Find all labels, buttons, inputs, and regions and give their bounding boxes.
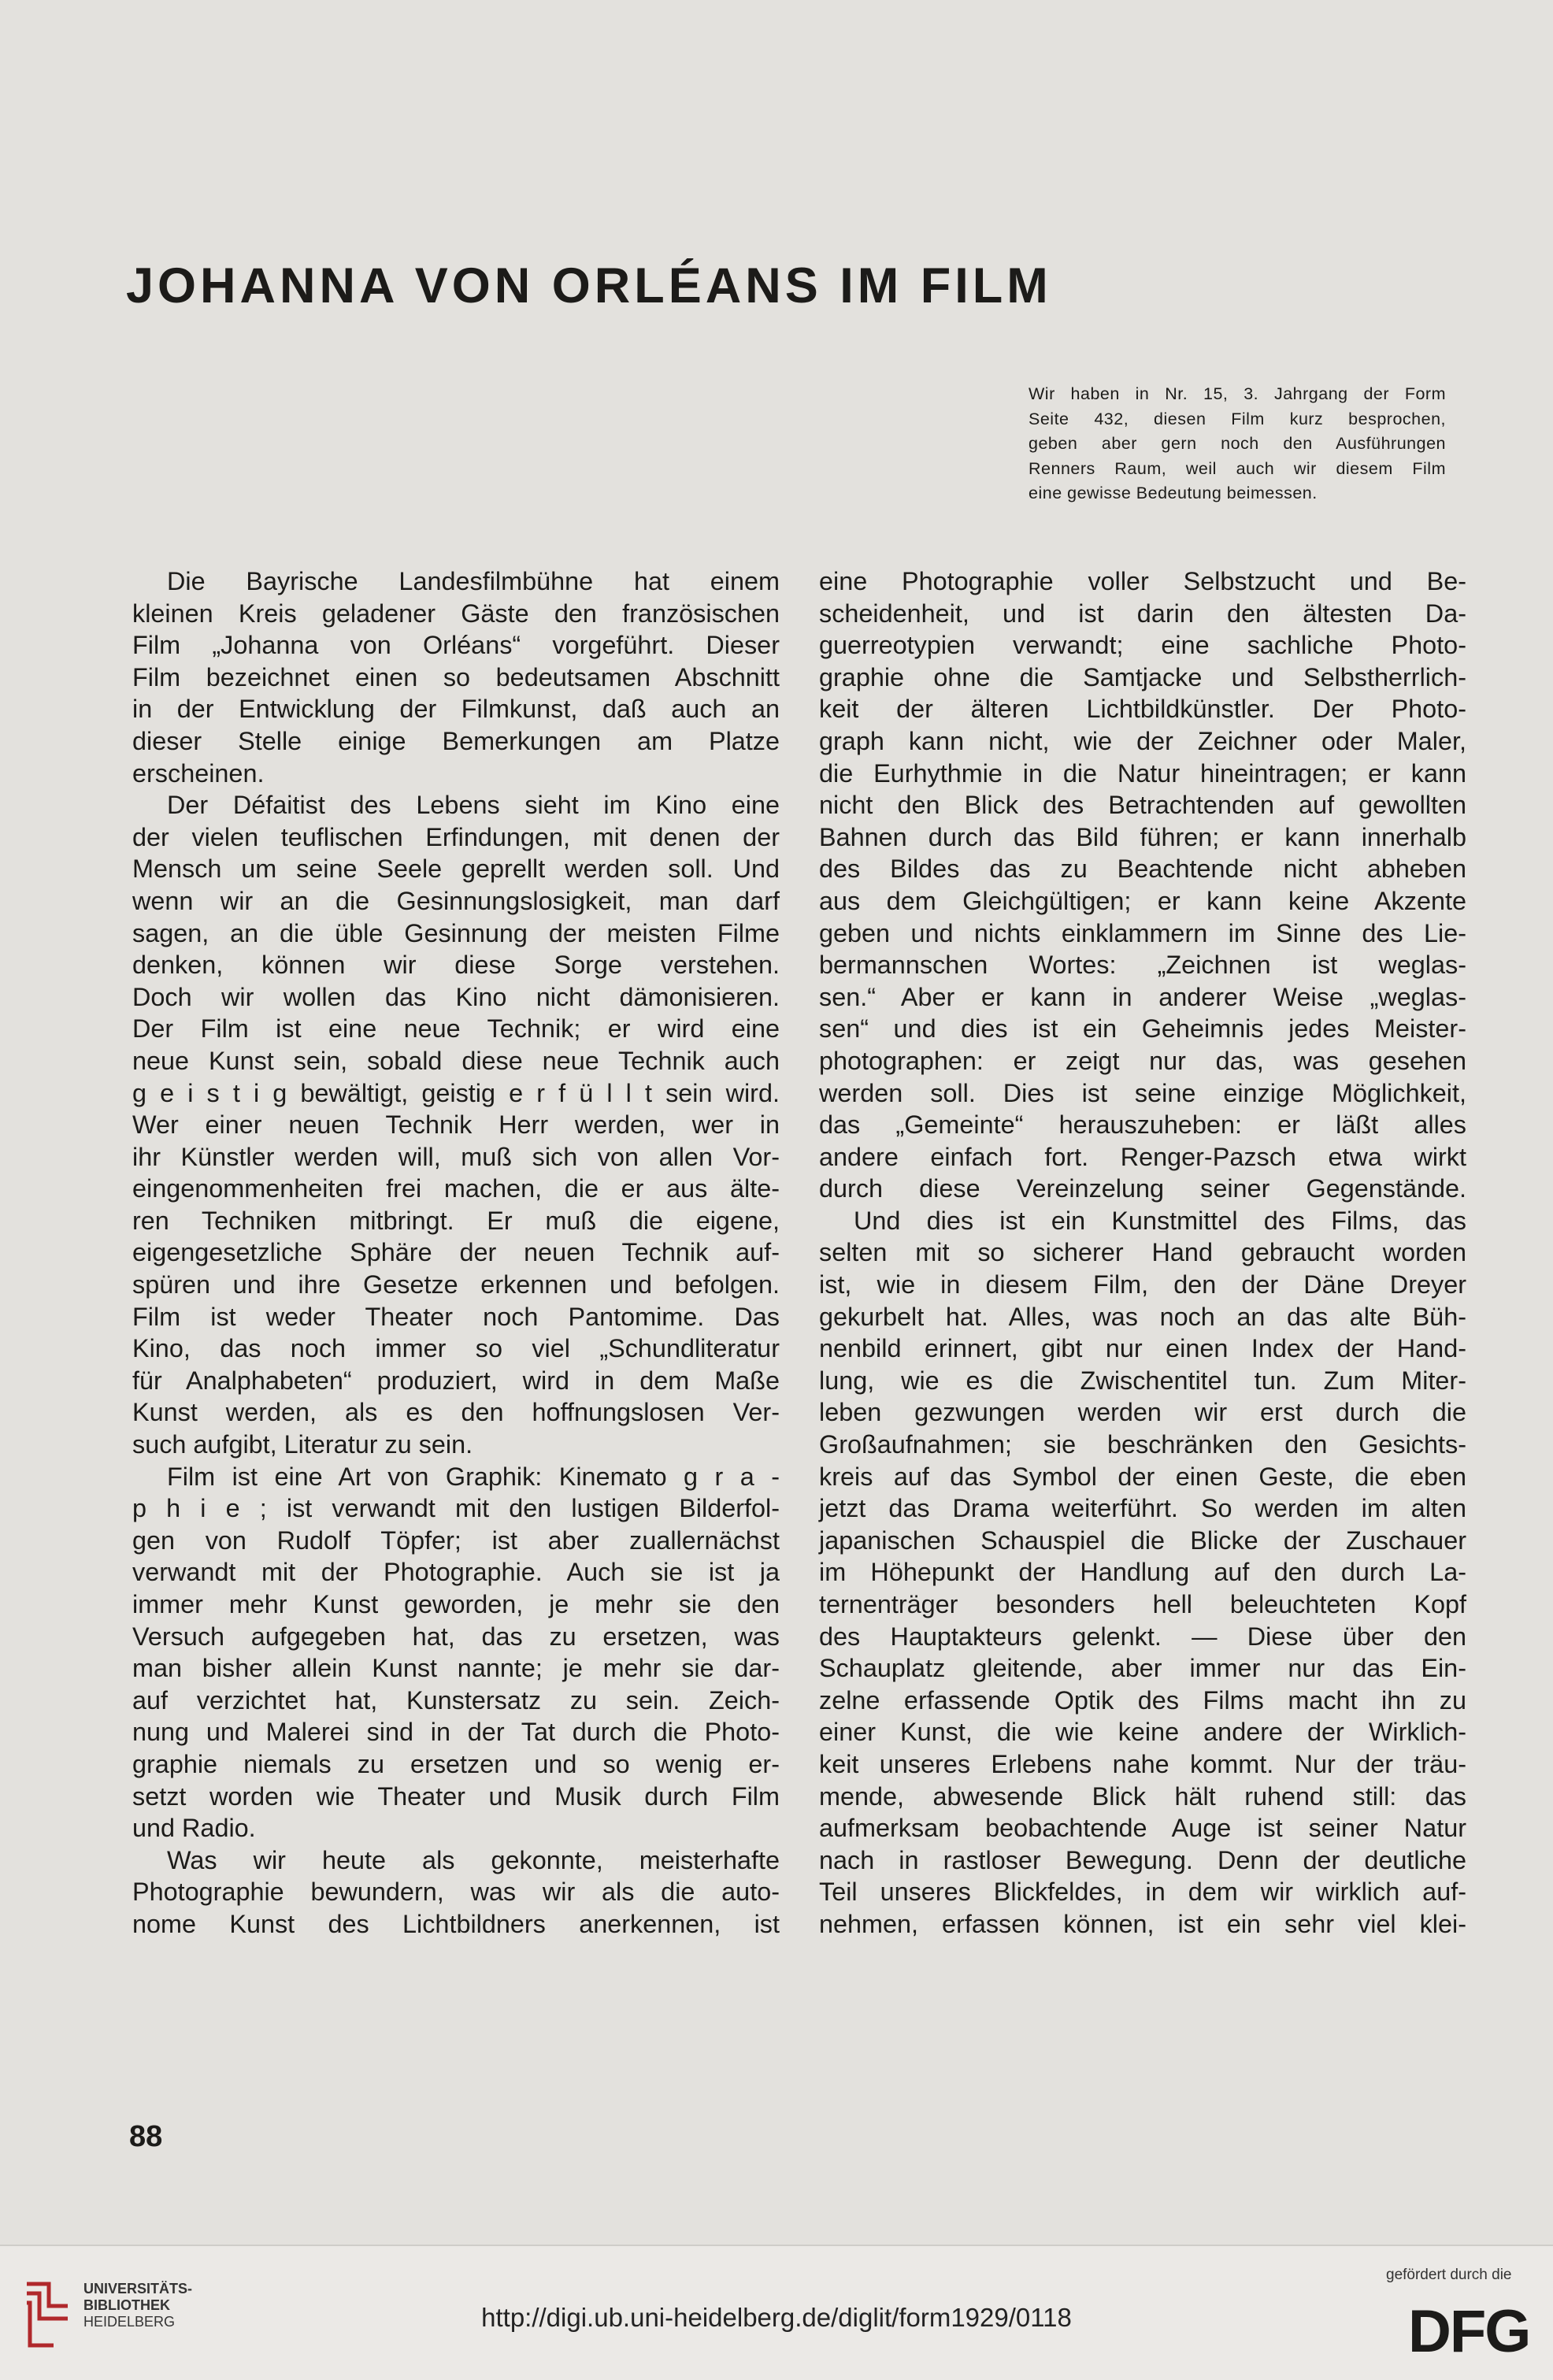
- text-line: aus dem Gleichgültigen; er kann keine Akzente: [819, 886, 1466, 915]
- text-line: ist, wie in diesem Film, den der Däne Dreyer: [819, 1270, 1466, 1299]
- text-line: werden soll. Dies ist seine einzige Möglichkeit,: [819, 1078, 1466, 1107]
- text-line: ihr Künstler werden will, muß sich von allen Vor-: [132, 1142, 780, 1171]
- text-line: keit unseres Erlebens nahe kommt. Nur der träu-: [819, 1749, 1466, 1778]
- editor-note-line: eine gewisse Bedeutung beimessen.: [1029, 484, 1318, 502]
- editor-note-line: Seite 432, diesen Film kurz besprochen,: [1029, 409, 1446, 428]
- text-line: eigengesetzliche Sphäre der neuen Technik auf-: [132, 1238, 780, 1267]
- text-line: nach in rastloser Bewegung. Denn der deutliche: [819, 1845, 1466, 1874]
- text-line: Photographie bewundern, was wir als die auto-: [132, 1878, 780, 1907]
- text-line: selten mit so sicherer Hand gebraucht worden: [819, 1238, 1466, 1267]
- text-line: japanischen Schauspiel die Blicke der Zuschauer: [819, 1525, 1466, 1555]
- text-line: graphie niemals zu ersetzen und so wenig er-: [132, 1749, 780, 1778]
- text-line: des Hauptakteurs gelenkt. — Diese über den: [819, 1622, 1466, 1651]
- text-line: auf verzichtet hat, Kunstersatz zu sein. Zeich-: [132, 1685, 780, 1715]
- text-line: setzt worden wie Theater und Musik durch Film: [132, 1781, 780, 1811]
- text-line: Was wir heute als gekonnte, meisterhafte: [167, 1845, 780, 1874]
- text-line: aufmerksam beobachtende Auge ist seiner Natur: [819, 1814, 1466, 1843]
- text-line: Film ist eine Art von Graphik: Kinemato g r a -: [167, 1462, 780, 1491]
- text-line: nehmen, erfassen können, ist ein sehr viel klei-: [819, 1909, 1466, 1938]
- text-line: ternenträger besonders hell beleuchteten Kopf: [819, 1590, 1466, 1618]
- text-line: jetzt das Drama weiterführt. So werden im alten: [819, 1494, 1466, 1523]
- text-line: andere einfach fort. Renger-Pazsch etwa wirkt: [819, 1142, 1466, 1171]
- text-line: ren Techniken mitbringt. Er muß die eigene,: [132, 1206, 780, 1235]
- editor-note-line: geben aber gern noch den Ausführungen: [1029, 434, 1446, 453]
- text-line: g e i s t i g bewältigt, geistig e r f ü l l t sein wird.: [132, 1078, 780, 1107]
- text-line: das „Gemeinte“ herauszuheben: er läßt alles: [819, 1110, 1466, 1140]
- library-name-line: BIBLIOTHEK: [83, 2297, 170, 2313]
- text-line: kleinen Kreis geladener Gäste den französischen: [132, 599, 780, 628]
- dfg-logo-text: DFG: [1408, 2300, 1530, 2360]
- text-line: gen von Rudolf Töpfer; ist aber zuallernächst: [132, 1525, 780, 1555]
- text-line: mende, abwesende Blick hält ruhend still: das: [819, 1781, 1466, 1811]
- right-column: [819, 565, 1466, 1941]
- text-line: keit der älteren Lichtbildkünstler. Der Photo-: [819, 695, 1466, 724]
- text-line: nung und Malerei sind in der Tat durch die Photo-: [132, 1718, 780, 1747]
- text-line: denken, können wir diese Sorge verstehen.: [132, 951, 780, 980]
- text-line: eine Photographie voller Selbstzucht und Be-: [819, 567, 1466, 595]
- editor-note-line: Wir haben in Nr. 15, 3. Jahrgang der Form: [1029, 384, 1446, 403]
- permalink-url[interactable]: http://digi.ub.uni-heidelberg.de/diglit/form1929/0118: [481, 2303, 1072, 2332]
- text-line: graph kann nicht, wie der Zeichner oder Maler,: [819, 726, 1466, 755]
- text-line: lung, wie es die Zwischentitel tun. Zum Miter-: [819, 1366, 1466, 1395]
- text-line: sen“ und dies ist ein Geheimnis jedes Meister-: [819, 1014, 1466, 1044]
- text-line: Schauplatz gleitende, aber immer nur das Ein-: [819, 1654, 1466, 1683]
- text-line: gekurbelt hat. Alles, was noch an das alte Büh-: [819, 1302, 1466, 1331]
- text-line: dieser Stelle einige Bemerkungen am Platze: [132, 726, 780, 755]
- text-line: spüren und ihre Gesetze erkennen und befolgen.: [132, 1270, 780, 1299]
- text-line: leben gezwungen werden wir erst durch die: [819, 1398, 1466, 1427]
- text-line: immer mehr Kunst geworden, je mehr sie den: [132, 1590, 780, 1618]
- text-line: Und dies ist ein Kunstmittel des Films, das: [854, 1206, 1466, 1235]
- text-line: eingenommenheiten frei machen, die er aus älte-: [132, 1174, 780, 1203]
- text-line: zelne erfassende Optik des Films macht ihn zu: [819, 1685, 1466, 1715]
- text-line: Mensch um seine Seele geprellt werden soll. Und: [132, 855, 780, 884]
- text-line: sen.“ Aber er kann in anderer Weise „weglas-: [819, 982, 1466, 1011]
- library-name-line: UNIVERSITÄTS-: [83, 2281, 193, 2297]
- text-line: neue Kunst sein, sobald diese neue Technik auch: [132, 1046, 780, 1075]
- text-line: Versuch aufgegeben hat, das zu ersetzen, was: [132, 1622, 780, 1651]
- text-line: Die Bayrische Landesfilmbühne hat einem: [167, 567, 780, 595]
- text-line: Der Film ist eine neue Technik; er wird eine: [132, 1014, 780, 1044]
- text-line: scheidenheit, und ist darin den ältesten Da-: [819, 599, 1466, 628]
- editor-note-line: Renners Raum, weil auch wir diesem Film: [1029, 458, 1446, 478]
- page-number: 88: [129, 2120, 163, 2153]
- editor-note: [1029, 382, 1446, 506]
- text-line: Film bezeichnet einen so bedeutsamen Abschnitt: [132, 662, 780, 691]
- text-line: Film ist weder Theater noch Pantomime. Das: [132, 1302, 780, 1331]
- text-line: Großaufnahmen; sie beschränken den Gesichts-: [819, 1430, 1466, 1459]
- text-line: durch diese Vereinzelung seiner Gegenstände.: [819, 1174, 1466, 1203]
- text-line: die Eurhythmie in die Natur hineintragen; er kann: [819, 758, 1466, 788]
- text-line: such aufgibt, Literatur zu sein.: [132, 1430, 473, 1459]
- text-line: verwandt mit der Photographie. Auch sie ist ja: [132, 1558, 780, 1587]
- library-name-line: HEIDELBERG: [83, 2314, 176, 2330]
- text-line: Doch wir wollen das Kino nicht dämonisieren.: [132, 982, 780, 1011]
- text-line: nicht den Blick des Betrachtenden auf gewollten: [819, 791, 1466, 820]
- text-line: p h i e ; ist verwandt mit den lustigen Bilderfol-: [132, 1494, 780, 1523]
- text-line: nome Kunst des Lichtbildners anerkennen, ist: [132, 1909, 780, 1938]
- text-line: erscheinen.: [132, 758, 265, 788]
- text-line: in der Entwicklung der Filmkunst, daß auch an: [132, 695, 780, 724]
- dfg-logo: [1408, 2300, 1534, 2360]
- text-line: photographen: er zeigt nur das, was gesehen: [819, 1046, 1466, 1075]
- text-line: geben und nichts einklammern im Sinne des Lie-: [819, 918, 1466, 947]
- text-line: Film „Johanna von Orléans“ vorgeführt. Dieser: [132, 631, 780, 660]
- text-line: Der Défaitist des Lebens sieht im Kino eine: [167, 791, 780, 820]
- text-line: Wer einer neuen Technik Herr werden, wer in: [132, 1110, 780, 1140]
- text-line: im Höhepunkt der Handlung auf den durch La-: [819, 1558, 1466, 1587]
- text-line: nenbild erinnert, gibt nur einen Index der Hand-: [819, 1334, 1466, 1363]
- text-line: Kunst werden, als es den hoffnungslosen Ver-: [132, 1398, 780, 1427]
- text-line: sagen, an die üble Gesinnung der meisten Filme: [132, 918, 780, 947]
- text-line: kreis auf das Symbol der einen Geste, die eben: [819, 1462, 1466, 1491]
- text-line: der vielen teuflischen Erfindungen, mit denen der: [132, 822, 780, 851]
- text-line: einer Kunst, die wie keine andere der Wirklich-: [819, 1718, 1466, 1747]
- text-line: man bisher allein Kunst nannte; je mehr sie dar-: [132, 1654, 780, 1683]
- text-line: wenn wir an die Gesinnungslosigkeit, man darf: [132, 886, 780, 915]
- left-column: [132, 565, 780, 1941]
- text-line: und Radio.: [132, 1814, 256, 1843]
- funding-caption: gefördert durch die: [1386, 2267, 1512, 2283]
- article-title: JOHANNA VON ORLÉANS IM FILM: [126, 258, 1052, 313]
- text-line: graphie ohne die Samtjacke und Selbstherrlich-: [819, 662, 1466, 691]
- text-line: des Bildes das zu Beachtende nicht abheben: [819, 855, 1466, 884]
- text-line: Bahnen durch das Bild führen; er kann innerhalb: [819, 822, 1466, 851]
- text-line: für Analphabeten“ produziert, wird in dem Maße: [132, 1366, 780, 1395]
- text-line: Teil unseres Blickfeldes, in dem wir wirklich auf-: [819, 1878, 1466, 1907]
- text-line: bermannschen Wortes: „Zeichnen ist weglas-: [819, 951, 1466, 980]
- text-line: Kino, das noch immer so viel „Schundliteratur: [132, 1334, 780, 1363]
- text-line: guerreotypien verwandt; eine sachliche Photo-: [819, 631, 1466, 660]
